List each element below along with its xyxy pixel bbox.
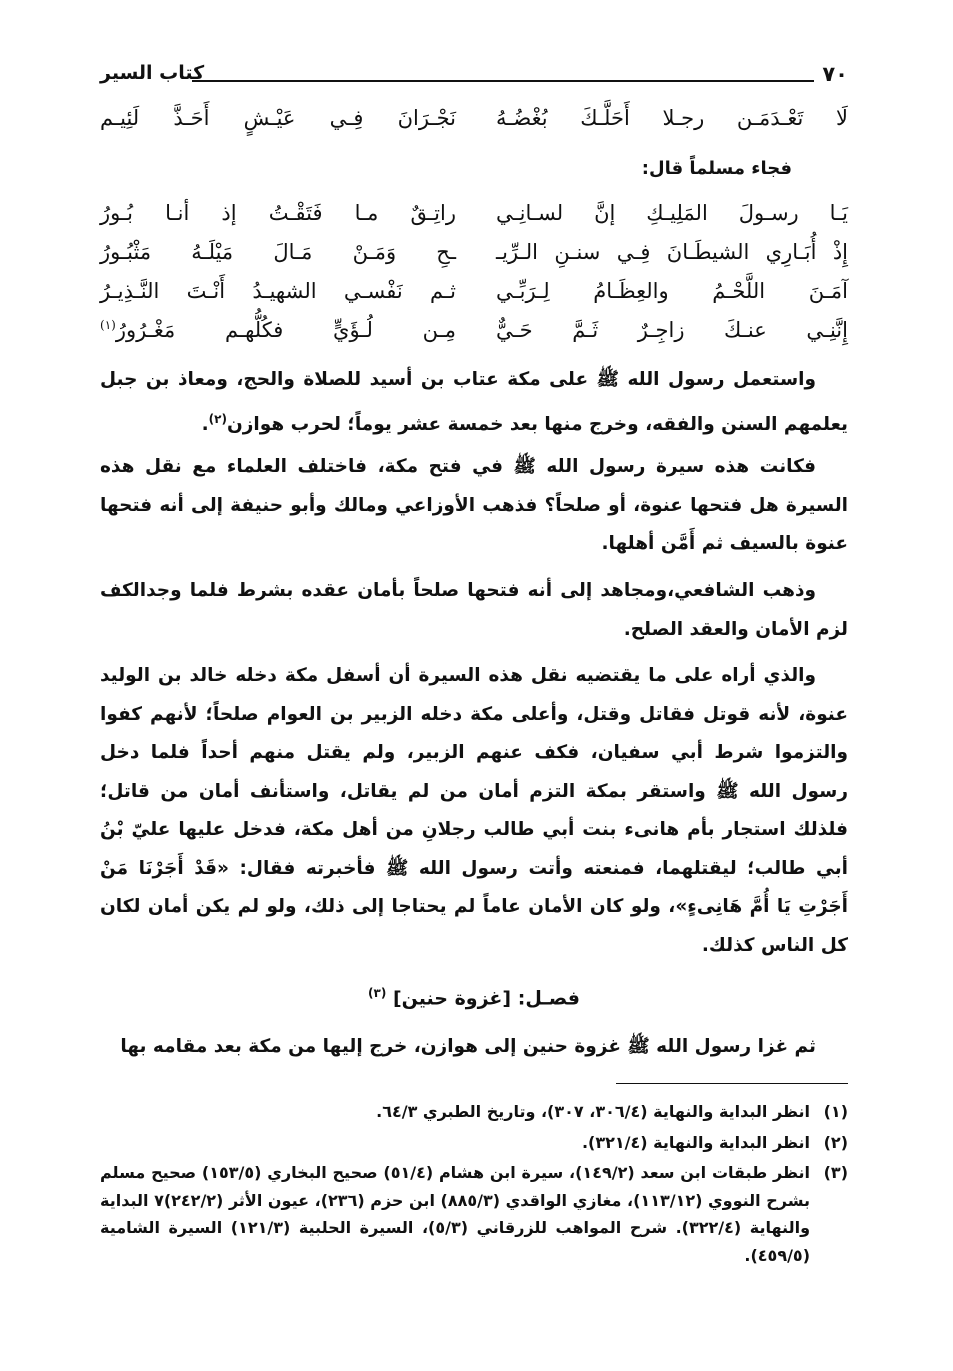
section-heading: [100, 986, 848, 1009]
footnote-ref: (١): [100, 318, 116, 332]
verse-line: [100, 279, 848, 319]
verse-second-hemistich: نَجْـرَانَ فِـي عَيْـشٍ أَحَـذَّ لَئِيـم: [100, 106, 456, 130]
verse-first-hemistich: لَا تَعْـدَمَـن رجـلا أَحَلَّـكَ بُغْضُـهُ: [496, 106, 848, 130]
section-label: فصـل:: [517, 987, 580, 1010]
page-header: [100, 58, 848, 92]
verse-second-hemistich: ـحِ وَمَـنْ مَـالَ مَيْلَـهُ مَثْبُـورُ: [100, 240, 456, 264]
footnote-rule: [616, 1083, 848, 1084]
verse-second-hemistich: ثـم نَفْسـي الشهيـدُ أَنْـتَ النَّـذِيـرُ: [100, 279, 456, 303]
footnote: [100, 1129, 848, 1157]
paragraph: فكانت هذه سيرة رسول الله ﷺ في فتح مكة، فاختلف العلماء مع نقل هذه السيرة هل فتحها عنوة، أو صلحاً؟ فذهب الأوزاعي ومالك وأبو حنيفة إلى أنه فتحها عنوة بالسيف ثم أَمَّن أهلها.: [100, 456, 848, 554]
page-number: ٧٠: [822, 62, 848, 86]
verse-second-hemistich: راتِـقٌ مـا فَتَقْـتُ إذ أنـا بُـورُ: [100, 201, 456, 225]
verse-text: مِـن لُـؤَيٍّ فكُلُّهـم مَغْـرُورُ: [115, 318, 456, 342]
paragraph-text: واستعمل رسول الله ﷺ على مكة عتاب بن أسيد للصلاة والحج، ومعاذ بن جبل يعلمهم السنن والفقه، وخرج منها بعد خمسة عشر يوماً؛ لحرب هوازن: [100, 369, 848, 435]
section-title: [غزوة حنين]: [392, 987, 512, 1010]
footnote: [100, 1098, 848, 1126]
verse-line: [100, 240, 848, 280]
verse-line: [100, 106, 848, 146]
footnote-text: انظر البداية والنهاية (٣٠٦/٤، ٣٠٧)، وتاريخ الطبري ٦٤/٣.: [376, 1102, 810, 1121]
footnote: [100, 1159, 848, 1269]
paragraph: والذي أراه على ما يقتضيه نقل هذه السيرة أن أسفل مكة دخله خالد بن الوليد عنوة، لأنه قوتل فقاتل وقتل، وأعلى مكة دخله الزبير بن العوام صلحاً؛ لأنهم كفوا والتزموا شرط أبي سفيان، فكف عنهم الزبير، ولم يقتل منهم أحداً فلما دخل رسول الله ﷺ واستقر بمكة التزم أمان من لم يقاتل، واستأنف أمان من قاتل؛ فلذلك استجار بأم هانىء بنت أبي طالب رجلانِ من أهل مكة، فدخل عليها عليّ بْنُ أبي طالب؛ ليقتلهما، فمنعته وأتت رسول الله ﷺ فأخبرته فقال: «قَدْ أَجَرْنَا مَنْ أَجَرْتِ يَا أُمَّ هَانِىءٍ»، ولو كان الأمان عاماً لم يحتاجا إلى ذلك، ولو لم يكن أمان لكان كل الناس كذلك.: [100, 665, 848, 956]
paragraph-tail: .: [201, 413, 209, 435]
footnotes: [100, 1098, 848, 1272]
running-title: كتاب السير: [100, 62, 205, 84]
footnote-ref: (٣): [368, 986, 387, 1000]
verse-line: [100, 318, 848, 358]
verse-second-hemistich: [100, 318, 456, 342]
footnote-text: انظر طبقات ابن سعد (١٤٩/٢)، سيرة ابن هشام (٥١/٤) صحيح البخاري (١٥٣/٥) صحيح مسلم بشرح النووي (١١٣/١٢)، مغازي الواقدي (٨٨٥/٣) ابن حزم (٢٣٦)، عيون الأثر (٢٤٢/٢)٧ البداية والنهاية (٣٢٢/٤). شرح المواهب للزرقاني (٥/٣)، السيرة الحلبية (١٢١/٣) السيرة الشامية (٤٥٩/٥).: [100, 1163, 811, 1265]
header-rule: [192, 80, 814, 82]
verse-first-hemistich: يَـا رسـولَ المَلِيـكِ إنَّ لسـانِـي: [496, 201, 848, 225]
footnote-number: (٣): [823, 1163, 848, 1182]
verse-first-hemistich: إِنَّنِـي عنـكَ زاجِـرٌ ثَـمَّ حَـيٌّ: [496, 318, 848, 342]
intro-line: فجاء مسلماً قال:: [641, 158, 792, 179]
footnote-ref: (٢): [208, 411, 227, 426]
paragraph: وذهب الشافعي،ومجاهد إلى أنه فتحها صلحاً بأمان عقده بشرط فلما وجدالكف لزم الأمان والعقد الصلح.: [100, 580, 848, 640]
footnote-text: انظر البداية والنهاية (٣٢١/٤).: [581, 1132, 810, 1152]
paragraph: [100, 361, 848, 444]
book-page: [100, 58, 848, 1318]
verse-first-hemistich: آمَـنَ اللَّحْـمُ والعِظَـامُ لِـرَبِّـي: [496, 279, 848, 303]
footnote-number: (٢): [823, 1132, 848, 1152]
footnote-number: (١): [823, 1102, 848, 1121]
verse-line: [100, 201, 848, 241]
closing-paragraph: ثم غزا رسول الله ﷺ غزوة حنين إلى هوازن، خرج إليها من مكة بعد مقامه بها: [120, 1036, 816, 1057]
verse-first-hemistich: إِذْ أُبَـارِي الشيطَـانَ فِـي سنـنِ الـرِّيـ: [496, 240, 848, 264]
